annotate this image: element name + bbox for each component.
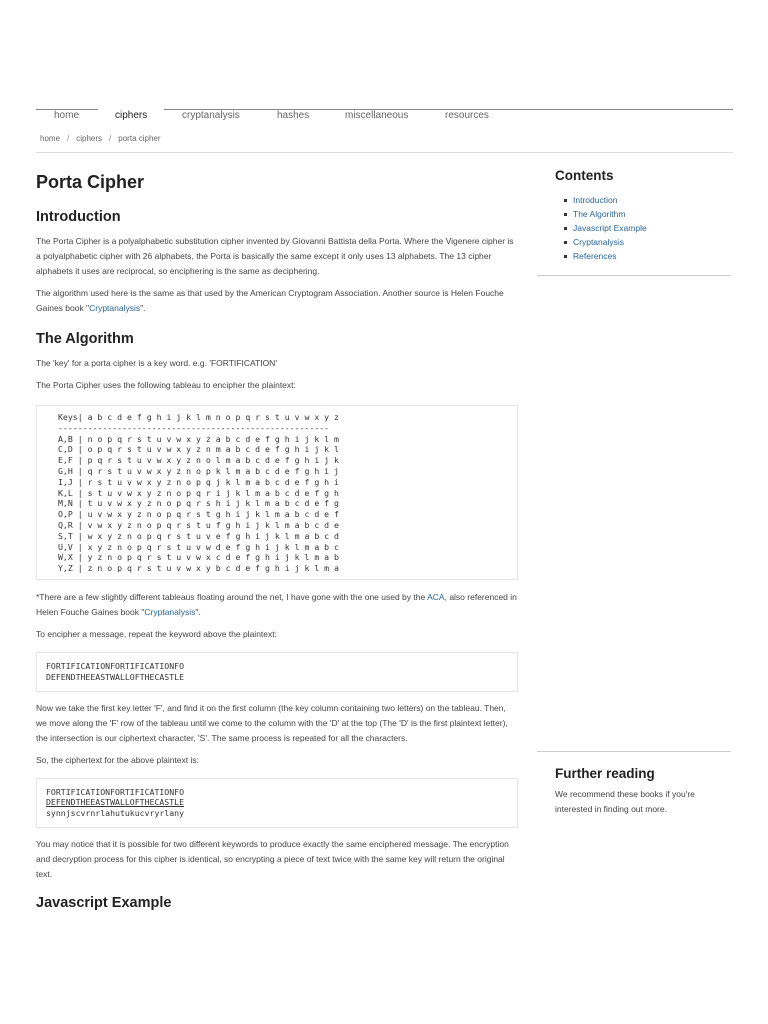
notice-paragraph: You may notice that it is possible for two different keywords to produce exactly the same enciphered message. The encryption and decryption process for this cipher is identical, so encrypting a piece of text twice with the same key will return the original text. [36,838,509,879]
note-text-2: , also referenced in Helen Fouche Gaines book " [36,591,517,617]
intro-paragraph: The Porta Cipher is a polyalphabetic substitution cipher invented by Giovanni Battista della Porta. Where the Vigenere cipher is a polyalphabetic cipher with 26 alphabets, the Porta is basically the same except it only uses 13 alphabets. The 13 cipher alphabets it uses are reciprocal, so enciphering is the same as deciphering. [36,236,514,276]
table-of-contents [555,193,735,263]
top-nav [36,103,733,125]
toc-link-references[interactable]: References [573,251,617,261]
note-text-end: ". [195,606,201,617]
page-title: Porta Cipher [36,172,145,192]
nav-item-ciphers[interactable]: ciphers [115,110,148,121]
tableau-intro: The Porta Cipher uses the following tableau to encipher the plaintext: [36,380,296,390]
further-reading [555,766,730,824]
toc-item [555,207,735,221]
breadcrumb-current: porta cipher [118,134,161,143]
section-heading-introduction: Introduction [36,209,121,225]
breadcrumb [40,134,161,143]
toc-item [555,221,735,235]
section-heading-algorithm: The Algorithm [36,331,134,347]
breadcrumb-ciphers[interactable]: ciphers [76,134,103,143]
sidebar [555,168,735,263]
toc-item [555,193,735,207]
toc-link-introduction[interactable]: Introduction [573,195,618,205]
further-reading-text: We recommend these books if you're interested in finding out more. [555,789,695,814]
tableau-note [36,590,518,620]
procedure-paragraph: Now we take the first key letter 'F', and find it on the first column (the key column containing two letters) on the tableau. Then, we move along the 'F' row of the tableau until we come to the column with the 'D' at the top (The 'D' is the first plaintext letter), the intersection is our ciphertext character, 'S'. The same process is repeated for all the characters. [36,702,508,743]
nav-item-miscellaneous[interactable]: miscellaneous [345,110,409,121]
nav-item-home[interactable]: home [54,110,80,121]
nav-item-hashes[interactable]: hashes [277,110,310,121]
cryptanalysis-book-link[interactable]: Cryptanalysis [89,303,141,313]
main-content [36,170,518,920]
toc-item [555,249,735,263]
cryptanalysis-book-link-2[interactable]: Cryptanalysis [144,606,196,617]
sidebar-divider [537,275,731,276]
example-plaintext-line: DEFENDTHEEASTWALLOFTHECASTLE [46,797,185,808]
toc-link-algorithm[interactable]: The Algorithm [573,209,626,219]
tableau-codeblock [36,405,518,580]
breadcrumb-separator: / [67,134,70,143]
aca-link[interactable]: ACA [427,591,445,602]
toc-link-javascript[interactable]: Javascript Example [573,223,647,233]
example-plaintext-line: DEFENDTHEEASTWALLOFTHECASTLE [46,671,185,682]
tableau: Keys| a b c d e f g h i j k l m n o p q r s t u v w x y z ------------------------------------------------------- A,B | n o p q r s t u v w x y z a b c d e f g h i j k l m C,D | o p q r s t u v w x y z n m a b c d e f g h i j k l E,F | p q r s t u v w x y z n o l m a b c d e f g h i j k G,H | q r s t u v w x y z n o p k l m a b c d e f g h i j I,J | r s t u v w x y z n o p q j k l m a b c d e f g h i K,L | s t u v w x y z n o p q r i j k l m a b c d e f g h M,N | t u v w x y z n o p q r s h i j k l m a b c d e f g O,P | u v w x y z n o p q r s t g h i j k l m a b c d e f Q,R | v w x y z n o p q r s t u f g h i j k l m a b c d e S,T | w x y z n o p q r s t u v e f g h i j k l m a b c d U,V | x y z n o p q r s t u v w d e f g h i j k l m a b c W,X | y z n o p q r s t u v w x c d e f g h i j k l m a b Y,Z | z n o p q r s t u v w x y b c d e f g h i j k l m a [58,412,339,574]
toc-item [555,235,735,249]
example-key-line: FORTIFICATIONFORTIFICATIONFO [46,786,185,797]
key-paragraph: The 'key' for a porta cipher is a key word. e.g. 'FORTIFICATION' [36,358,277,368]
section-heading-javascript: Javascript Example [36,894,172,911]
toc-link-cryptanalysis[interactable]: Cryptanalysis [573,237,625,247]
encipher-intro: To encipher a message, repeat the keyword above the plaintext: [36,628,277,639]
header-divider [36,152,733,153]
source-text: The algorithm used here is the same as that used by the American Cryptogram Association. Another source is Helen Fouche Gaines book " [36,288,504,313]
further-reading-title: Further reading [555,766,655,781]
breadcrumb-separator: / [109,134,112,143]
sidebar-divider [537,751,731,752]
breadcrumb-home[interactable]: home [40,134,61,143]
contents-title: Contents [555,168,614,183]
source-paragraph [36,286,518,316]
ciphertext-example-codeblock [36,778,518,828]
nav-item-cryptanalysis[interactable]: cryptanalysis [182,110,240,121]
example-key-line: FORTIFICATIONFORTIFICATIONFO [46,660,185,671]
keyword-example-codeblock [36,652,518,692]
nav-item-resources[interactable]: resources [445,110,489,121]
source-text-end: ". [140,303,146,313]
example-ciphertext-line: synnjscvrnrlahutukucvryrlany [46,808,185,819]
ciphertext-intro: So, the ciphertext for the above plaintext is: [36,754,200,765]
note-text: *There are a few slightly different tableaus floating around the net, I have gone with the one used by the [36,591,428,602]
